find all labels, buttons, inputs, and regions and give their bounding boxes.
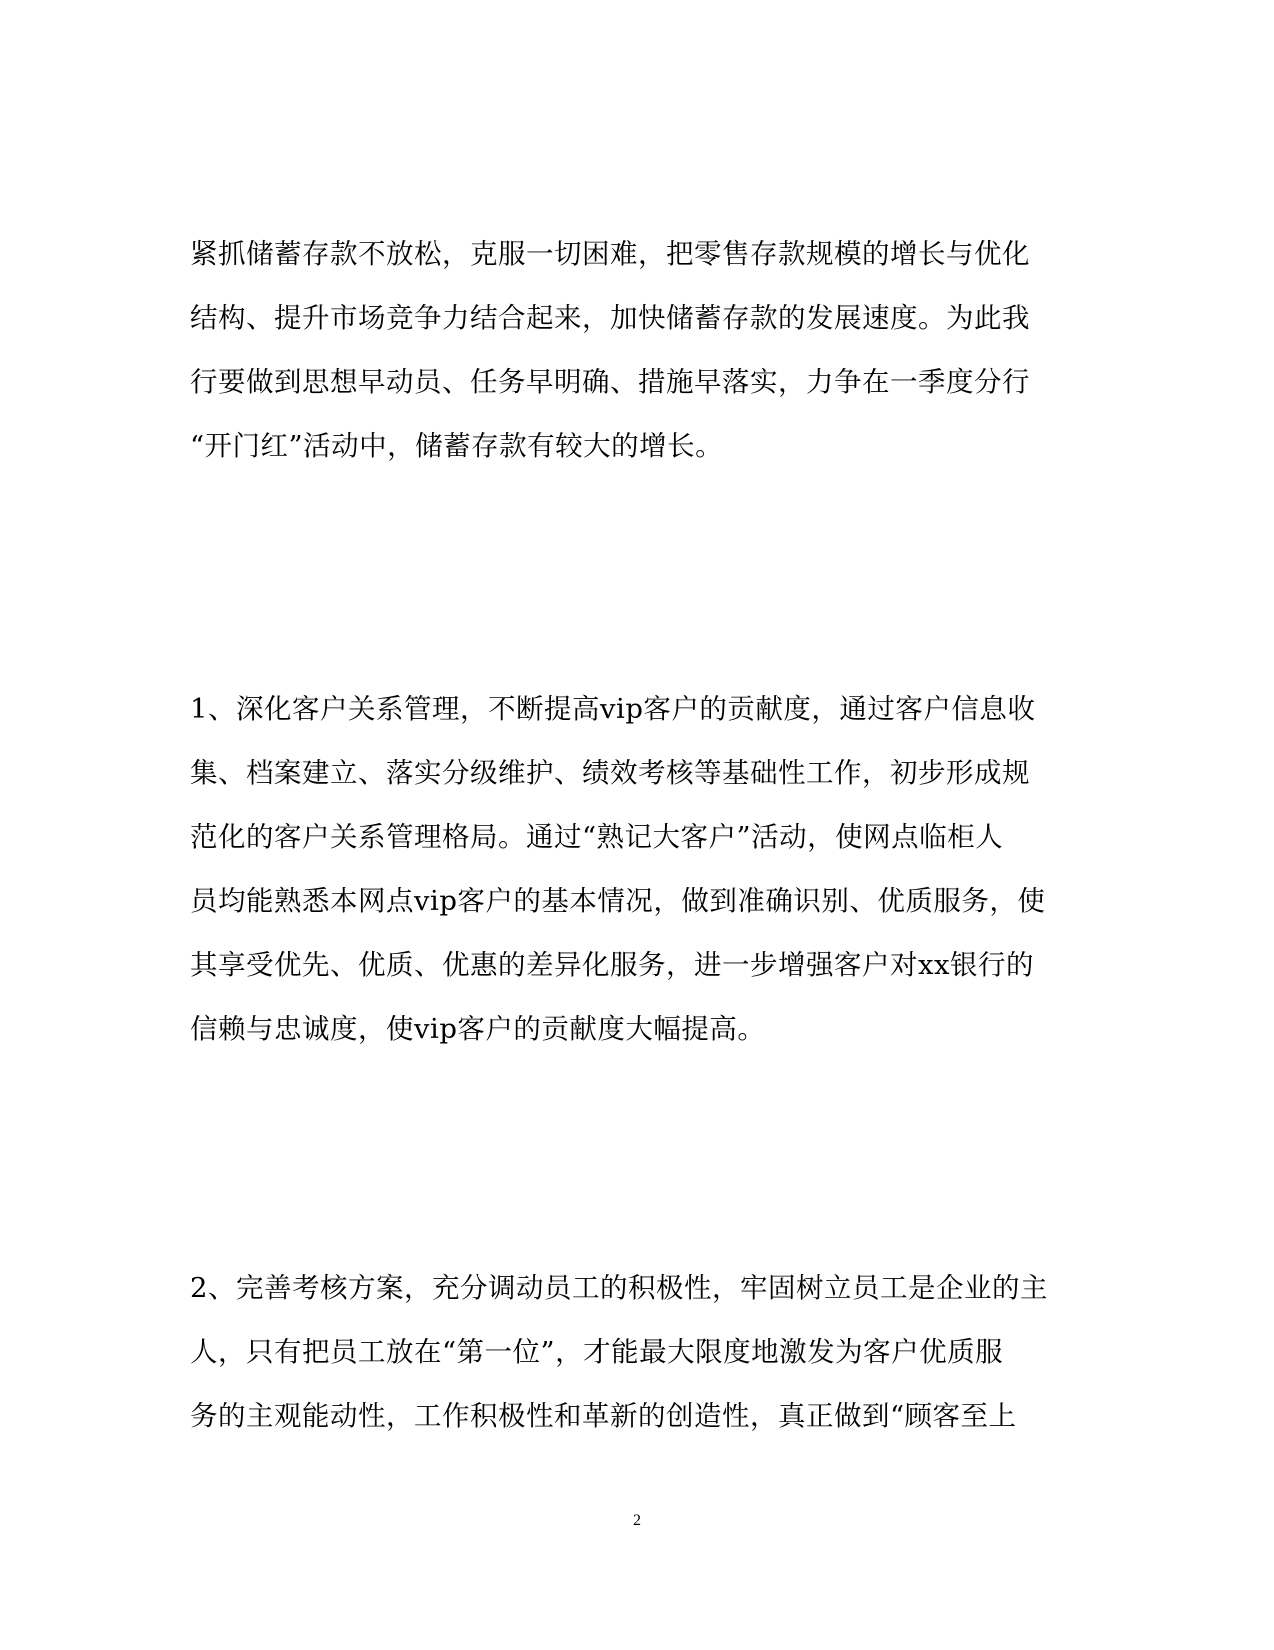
text-line: 结构、提升市场竞争力结合起来，加快储蓄存款的发展速度。为此我 (190, 302, 1030, 334)
text-line: 信赖与忠诚度，使vip客户的贡献度大幅提高。 (190, 1013, 766, 1045)
text-line: 范化的客户关系管理格局。通过“熟记大客户”活动，使网点临柜人 (190, 821, 1004, 853)
text-line: 集、档案建立、落实分级维护、绩效考核等基础性工作，初步形成规 (190, 757, 1030, 789)
text-line: 其享受优先、优质、优惠的差异化服务，进一步增强客户对xx银行的 (190, 949, 1035, 981)
text-line: “开门红”活动中，储蓄存款有较大的增长。 (190, 430, 724, 462)
text-line: 1、深化客户关系管理，不断提高vip客户的贡献度，通过客户信息收 (190, 693, 1036, 725)
text-line: 员均能熟悉本网点vip客户的基本情况，做到准确识别、优质服务，使 (190, 885, 1046, 917)
text-line: 人，只有把员工放在“第一位”，才能最大限度地激发为客户优质服 (190, 1336, 1004, 1368)
text-line: 务的主观能动性，工作积极性和革新的创造性，真正做到“顾客至上 (190, 1400, 1017, 1432)
page-number: 2 (633, 1512, 641, 1529)
paragraph-assessment-plan (190, 1256, 1080, 1448)
text-line: 2、完善考核方案，充分调动员工的积极性，牢固树立员工是企业的主 (190, 1272, 1048, 1304)
text-line: 紧抓储蓄存款不放松，克服一切困难，把零售存款规模的增长与优化 (190, 238, 1030, 270)
paragraph-savings-deposits (190, 222, 1080, 478)
paragraph-customer-relationship (190, 677, 1080, 1061)
text-line: 行要做到思想早动员、任务早明确、措施早落实，力争在一季度分行 (190, 366, 1030, 398)
